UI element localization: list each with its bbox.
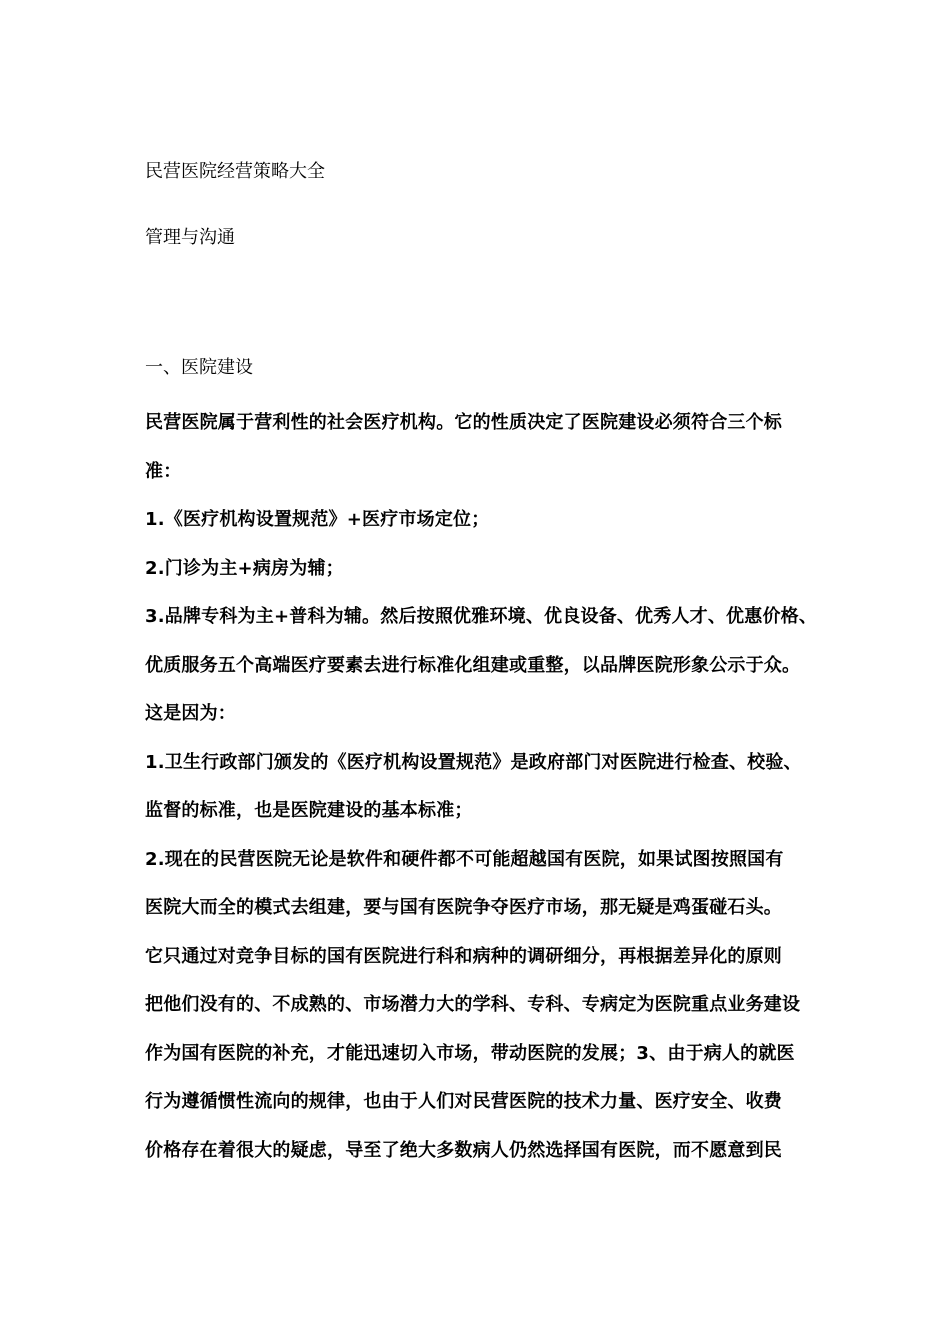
text-line: 民营医院属于营利性的社会医疗机构。它的性质决定了医院建设必须符合三个标 bbox=[145, 412, 782, 433]
text-line: 它只通过对竞争目标的国有医院进行科和病种的调研细分，再根据差异化的原则 bbox=[145, 945, 782, 967]
text-line: 3.品牌专科为主+普科为辅。然后按照优雅环境、优良设备、优秀人才、优惠价格、 bbox=[145, 606, 818, 627]
text-line: 优质服务五个高端医疗要素去进行标准化组建或重整，以品牌医院形象公示于众。 bbox=[145, 654, 801, 676]
text-line: 准： bbox=[145, 460, 182, 482]
text-line: 作为国有医院的补充，才能迅速切入市场，带动医院的发展；3、由于病人的就医 bbox=[145, 1042, 795, 1064]
text-line: 医院大而全的模式去组建，要与国有医院争夺医疗市场，那无疑是鸡蛋碰石头。 bbox=[145, 897, 782, 918]
text-line: 1.《医疗机构设置规范》+医疗市场定位； bbox=[145, 509, 490, 530]
text-line: 行为遵循惯性流向的规律，也由于人们对民营医院的技术力量、医疗安全、收费 bbox=[145, 1091, 782, 1112]
document-page bbox=[145, 155, 825, 1175]
text-line: 把他们没有的、不成熟的、市场潜力大的学科、专科、专病定为医院重点业务建设 bbox=[145, 994, 801, 1015]
text-line: 这是因为： bbox=[145, 703, 236, 724]
text-line: 监督的标准，也是医院建设的基本标准； bbox=[145, 800, 473, 821]
text-line: 价格存在着很大的疑虑，导至了绝大多数病人仍然选择国有医院，而不愿意到民 bbox=[145, 1139, 782, 1161]
document-subtitle: 管理与沟通 bbox=[145, 227, 235, 248]
section-heading: 一、医院建设 bbox=[145, 357, 253, 378]
document-title: 民营医院经营策略大全 bbox=[145, 161, 325, 182]
body-text bbox=[145, 399, 825, 1175]
text-line: 2.门诊为主+病房为辅； bbox=[145, 557, 344, 579]
text-line: 2.现在的民营医院无论是软件和硬件都不可能超越国有医院，如果试图按照国有 bbox=[145, 848, 784, 870]
text-line: 1.卫生行政部门颁发的《医疗机构设置规范》是政府部门对医院进行检查、校验、 bbox=[145, 751, 802, 773]
